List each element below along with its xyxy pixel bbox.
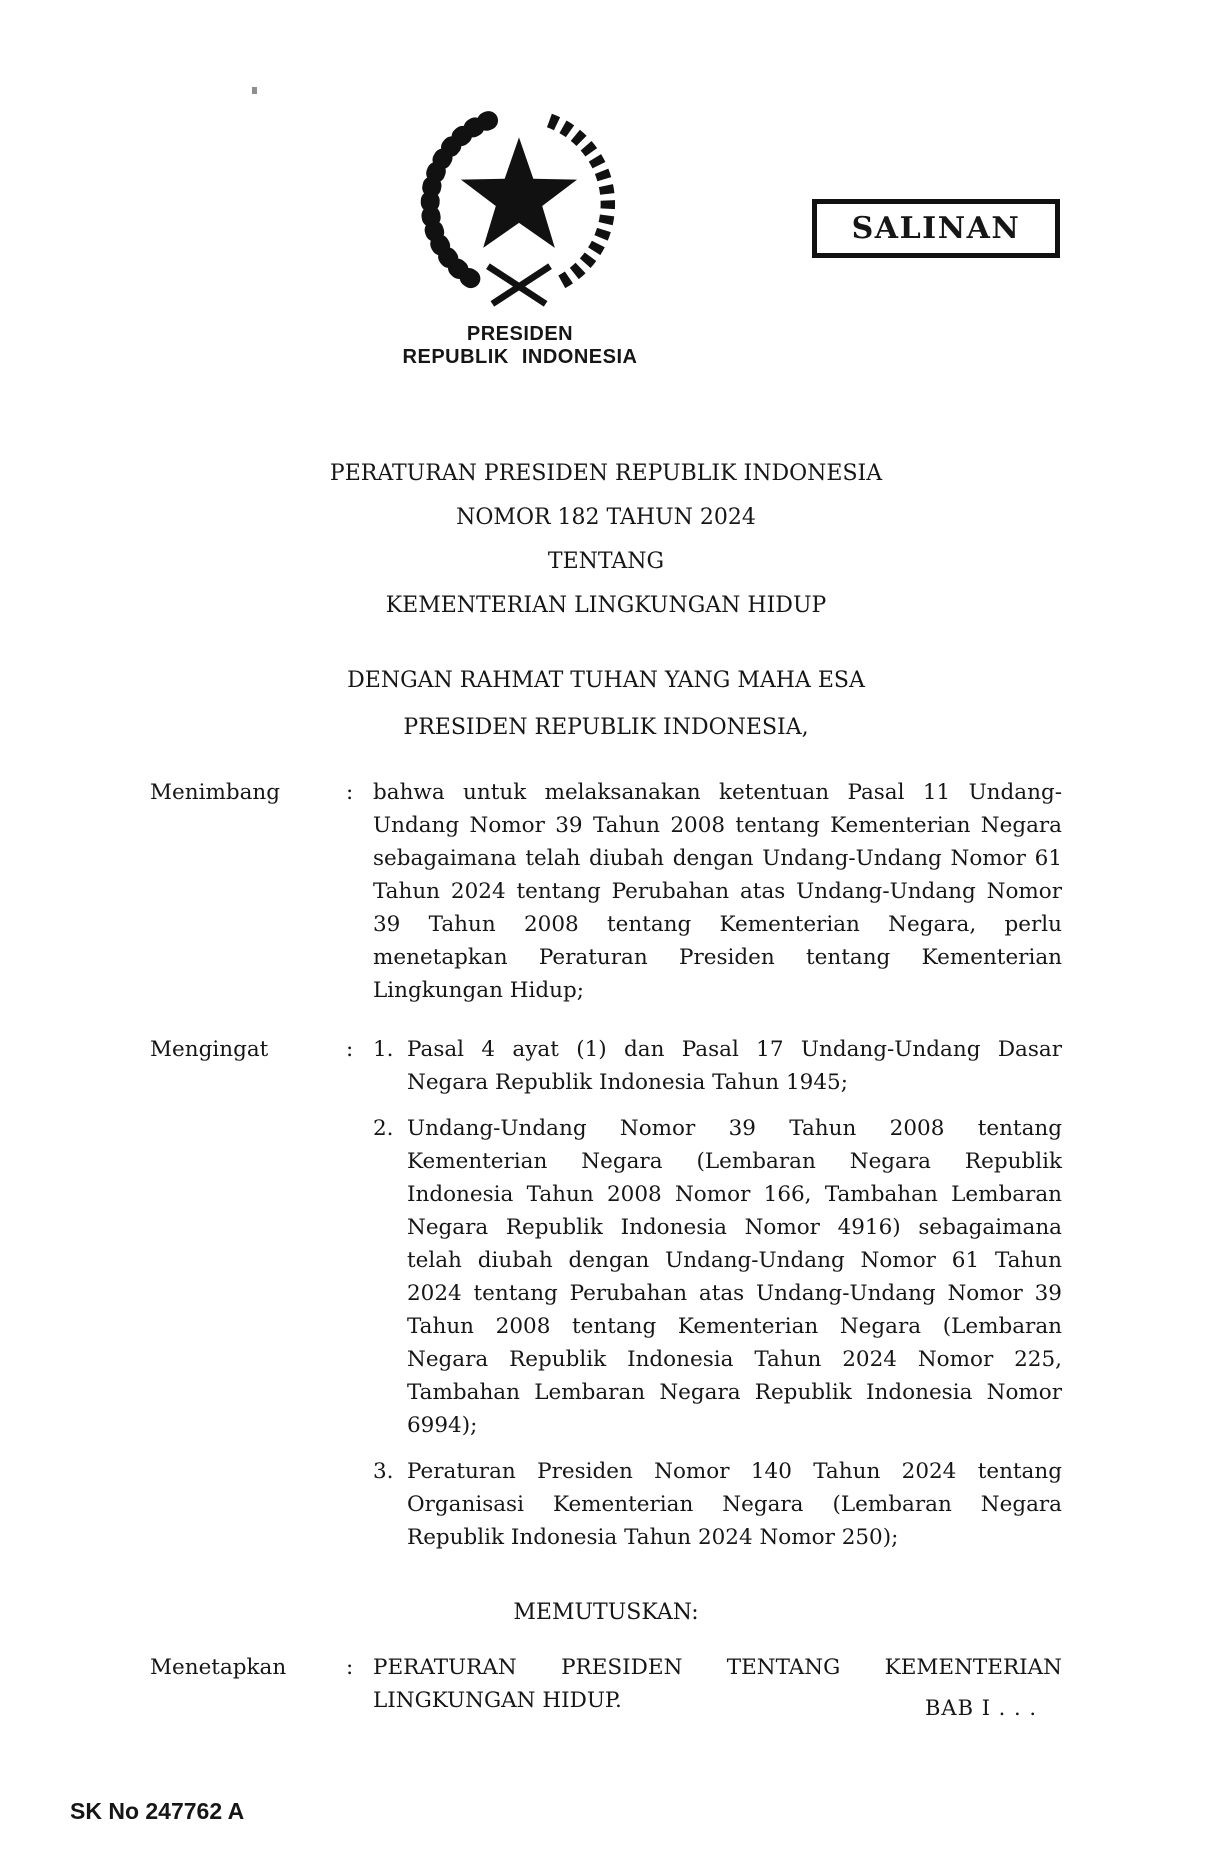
document-body [150, 452, 1062, 1717]
title-line-2: NOMOR 182 TAHUN 2024 [456, 505, 756, 530]
title-line-3: TENTANG [547, 549, 665, 574]
invocation-line: DENGAN RAHMAT TUHAN YANG MAHA ESA [347, 668, 865, 693]
list-item [373, 1455, 1062, 1554]
page-continuation-marker: BAB I . . . [925, 1696, 1038, 1720]
menimbang-label: Menimbang [150, 780, 281, 805]
mengingat-colon: : [346, 1037, 354, 1062]
salinan-stamp [812, 199, 1060, 258]
list-item-number: 2. [373, 1116, 394, 1141]
list-item [373, 1112, 1062, 1442]
list-item-text: Undang-Undang Nomor 39 Tahun 2008 tentang Kementerian Negara (Lembaran Negara Republik Indonesia Tahun 2008 Nomor 166, Tambahan Lembaran Negara Republik Indonesia Nomor 4916) sebagaimana telah diubah dengan Undang-Undang Nomor 61 Tahun 2024 tentang Perubahan atas Undang-Undang Nomor 39 Tahun 2008 tentang Kementerian Negara (Lembaran Negara Republik Indonesia Tahun 2024 Nomor 225, Tambahan Lembaran Negara Republik Indonesia Nomor 6994); [407, 1116, 1062, 1438]
menetapkan-text: PERATURAN PRESIDEN TENTANG KEMENTERIAN LINGKUNGAN HIDUP. [373, 1655, 1062, 1713]
list-item [373, 1033, 1062, 1099]
clause-mengingat [150, 1033, 1062, 1554]
memutuskan-heading: MEMUTUSKAN: [513, 1600, 699, 1625]
title-line-4: KEMENTERIAN LINGKUNGAN HIDUP [385, 593, 827, 618]
mengingat-list [373, 1033, 1062, 1554]
institution-presiden: PRESIDEN [466, 323, 574, 345]
regulation-title [150, 452, 1062, 628]
title-line-1: PERATURAN PRESIDEN REPUBLIK INDONESIA [329, 461, 883, 486]
list-item-text: Peraturan Presiden Nomor 140 Tahun 2024 tentang Organisasi Kementerian Negara (Lembaran Negara Republik Indonesia Tahun 2024 Nomor 250); [407, 1459, 1062, 1550]
mengingat-label: Mengingat [150, 1037, 269, 1062]
salinan-label: SALINAN [851, 211, 1021, 246]
menetapkan-label: Menetapkan [150, 1655, 287, 1680]
institution-header [360, 323, 680, 369]
list-item-text: Pasal 4 ayat (1) dan Pasal 17 Undang-Undang Dasar Negara Republik Indonesia Tahun 1945; [407, 1037, 1062, 1095]
menimbang-text: bahwa untuk melaksanakan ketentuan Pasal 11 Undang-Undang Nomor 39 Tahun 2008 tentang Kementerian Negara sebagaimana telah diubah dengan Undang-Undang Nomor 61 Tahun 2024 tentang Perubahan atas Undang-Undang Nomor 39 Tahun 2008 tentang Kementerian Negara, perlu menetapkan Peraturan Presiden tentang Kementerian Lingkungan Hidup; [373, 780, 1062, 1003]
menetapkan-colon: : [346, 1655, 354, 1680]
list-item-number: 1. [373, 1037, 394, 1062]
clause-menimbang [150, 776, 1062, 1007]
scan-artifact [252, 87, 257, 94]
sk-control-number: SK No 247762 A [70, 1798, 245, 1824]
authority-line: PRESIDEN REPUBLIK INDONESIA, [403, 715, 809, 740]
institution-republik-indonesia: REPUBLIK INDONESIA [402, 346, 638, 368]
list-item-number: 3. [373, 1459, 394, 1484]
menimbang-colon: : [346, 780, 354, 805]
national-star-wreath-emblem-icon [408, 90, 630, 318]
